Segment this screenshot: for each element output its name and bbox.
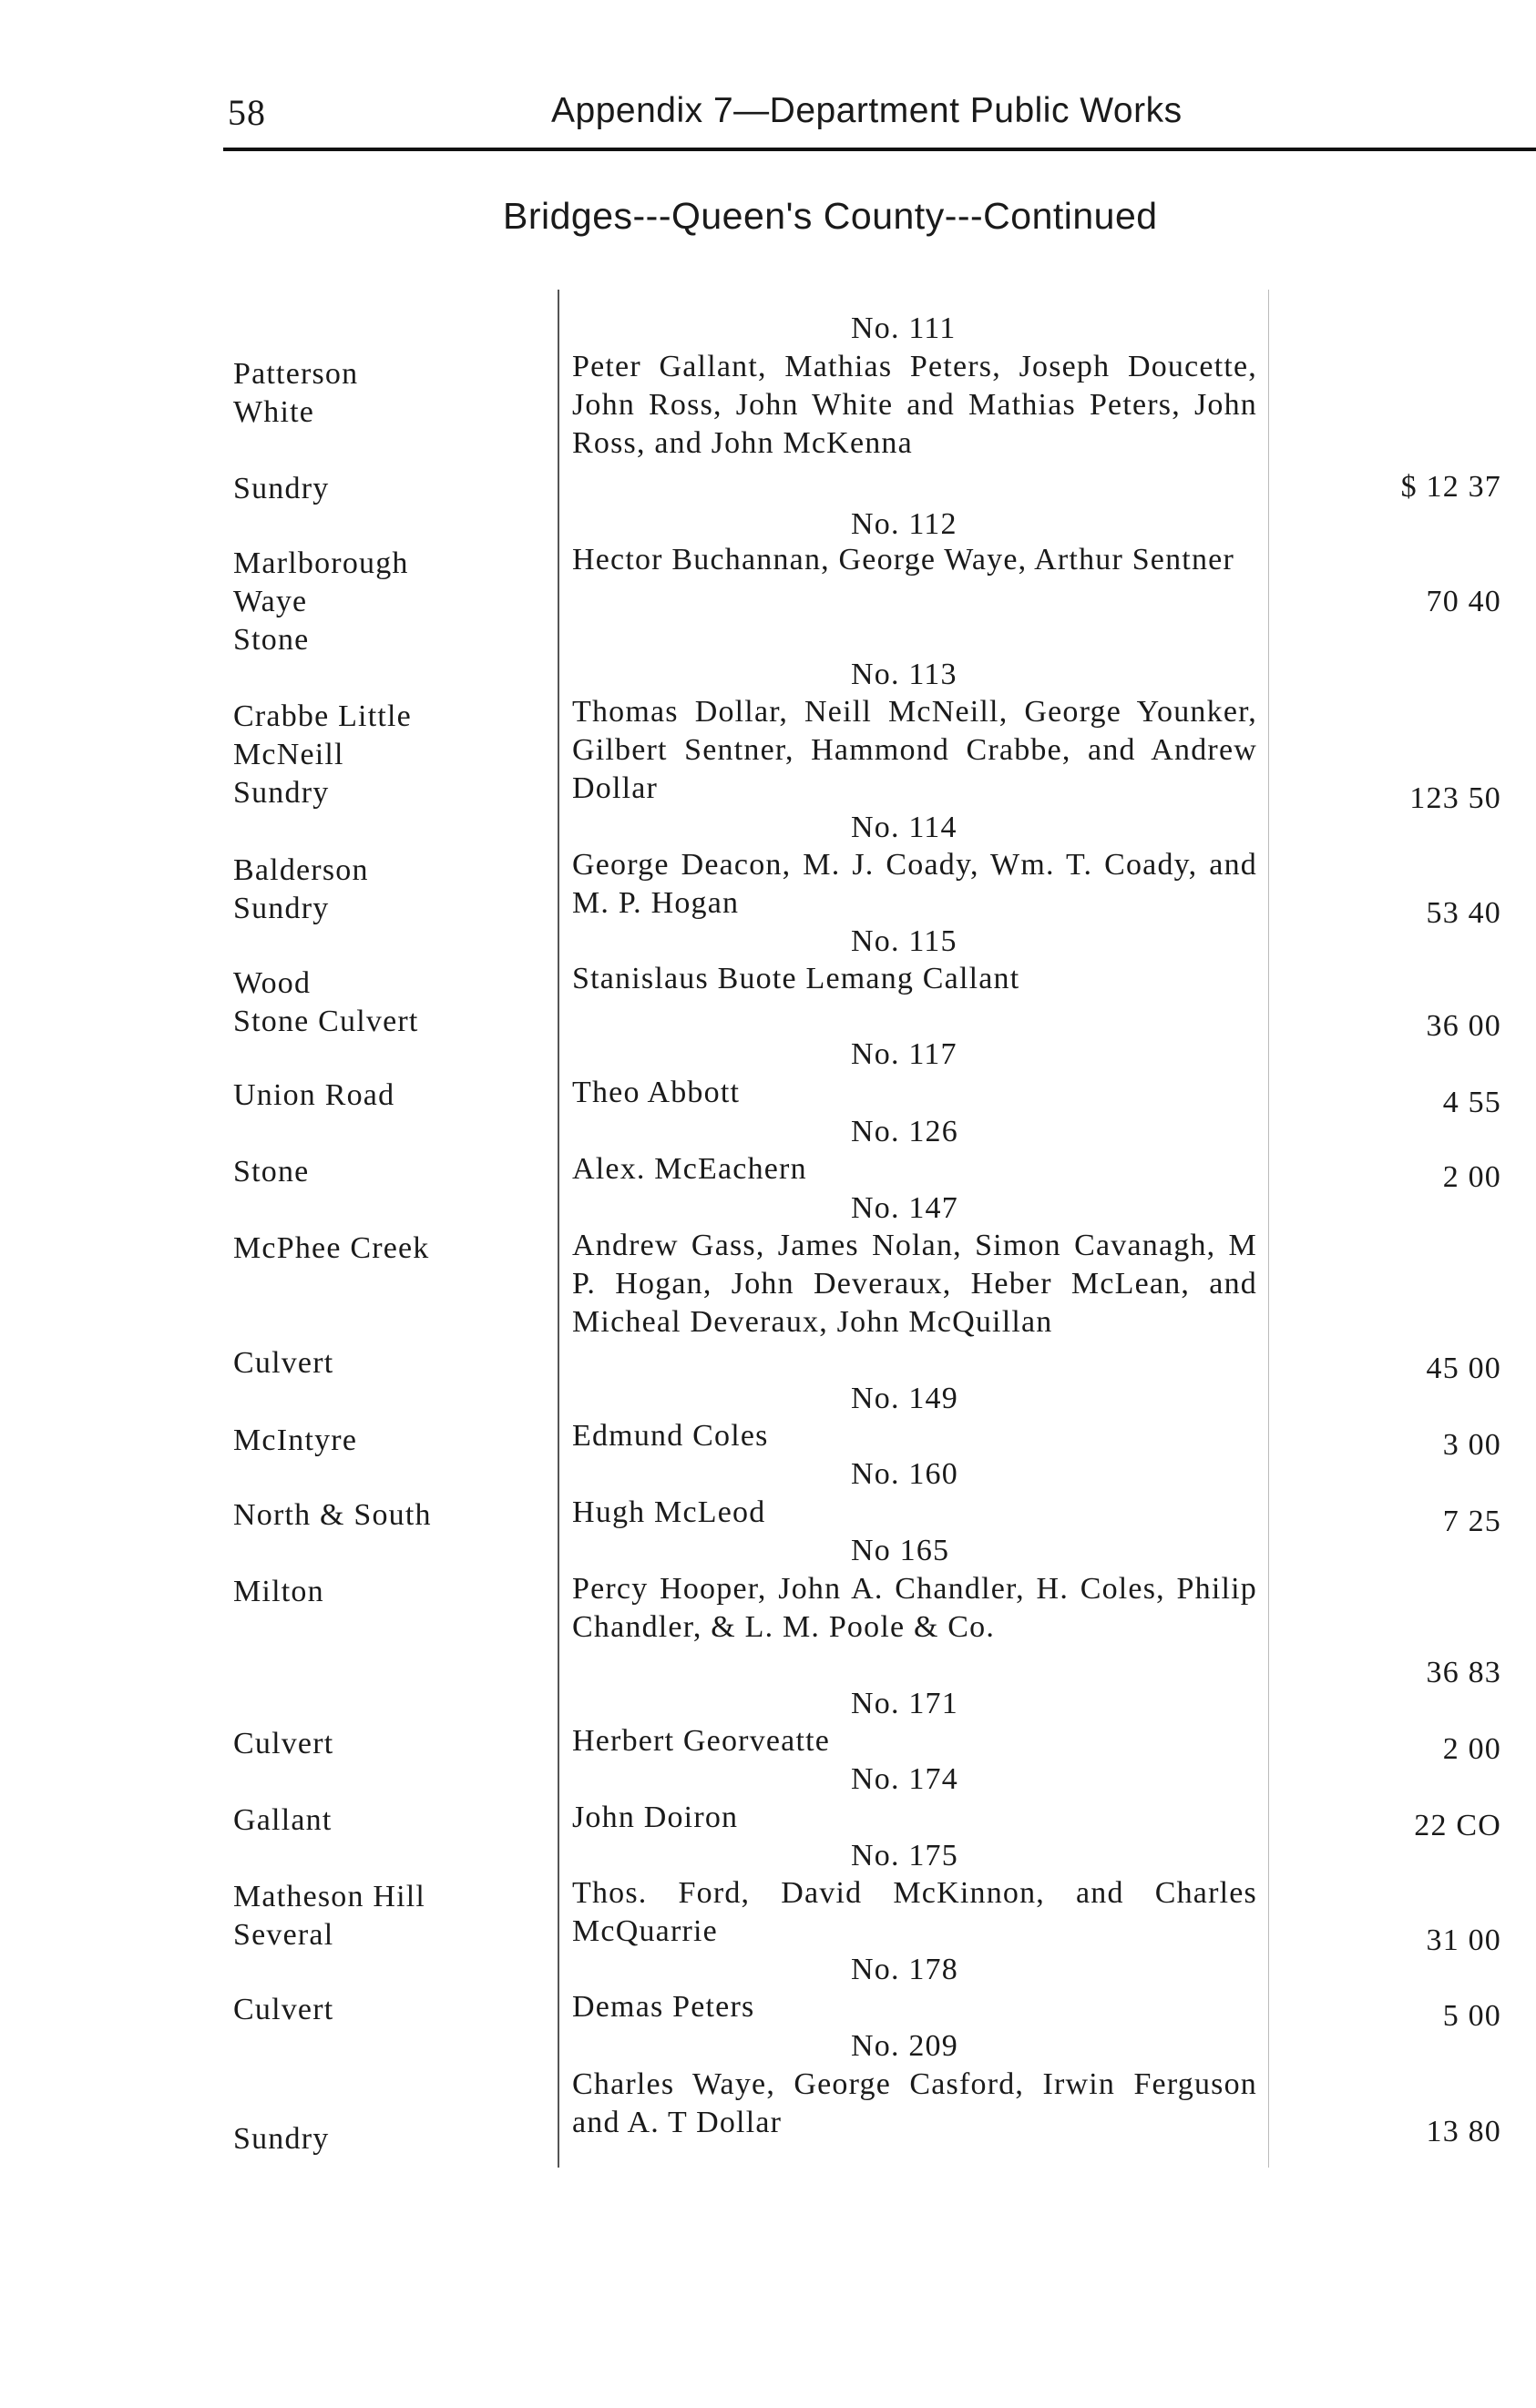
bridge-workers: Hugh McLeod	[572, 1495, 766, 1529]
bridge-number: No. 111	[851, 311, 957, 345]
column-rule-right	[1268, 290, 1269, 2168]
bridge-workers: John Doiron	[572, 1801, 739, 1834]
bridge-number: No. 113	[851, 658, 957, 691]
bridge-amount: 45 00	[1426, 1352, 1501, 1385]
bridge-amount: 22 CO	[1414, 1809, 1501, 1842]
bridge-amount: 36 00	[1426, 1009, 1501, 1043]
bridge-number: No. 209	[851, 2029, 958, 2063]
bridge-amount: 123 50	[1409, 781, 1501, 815]
bridge-number: No 165	[851, 1534, 950, 1567]
bridge-workers: Stanislaus Buote Lemang Callant	[572, 962, 1020, 995]
bridge-workers: Percy Hooper, John A. Chandler, H. Coles, Philip Chandler, & L. M. Poole & Co.	[572, 1572, 1257, 1644]
bridge-location: Patterson White Sundry	[233, 357, 359, 505]
header-rule	[223, 148, 1536, 151]
bridge-location: Marlborough Waye Stone	[233, 546, 409, 657]
bridge-location: North & South	[233, 1498, 432, 1532]
bridge-amount: 36 83	[1426, 1656, 1501, 1689]
bridge-number: No. 178	[851, 1953, 958, 1986]
bridge-location: Culvert	[233, 1727, 334, 1760]
bridge-number: No. 149	[851, 1382, 958, 1415]
bridge-location: Milton	[233, 1575, 324, 1608]
bridge-number: No. 174	[851, 1762, 958, 1796]
bridge-workers: Alex. McEachern	[572, 1152, 807, 1186]
bridge-location: Matheson Hill Several	[233, 1880, 426, 1952]
bridge-workers: Charles Waye, George Casford, Irwin Ferguson and A. T Dollar	[572, 2067, 1257, 2139]
bridge-workers: Andrew Gass, James Nolan, Simon Cavanagh, M P. Hogan, John Deveraux, Heber McLean, and Micheal Deveraux, John McQuillan	[572, 1229, 1257, 1339]
bridge-amount: 53 40	[1426, 896, 1501, 930]
bridge-number: No. 175	[851, 1839, 958, 1872]
bridge-number: No. 114	[851, 811, 957, 844]
bridge-number: No. 147	[851, 1191, 958, 1225]
bridge-amount: 7 25	[1442, 1505, 1501, 1538]
bridge-workers: George Deacon, M. J. Coady, Wm. T. Coady, and M. P. Hogan	[572, 848, 1257, 920]
bridge-number: No. 112	[851, 507, 957, 541]
bridge-workers: Thos. Ford, David McKinnon, and Charles McQuarrie	[572, 1876, 1257, 1948]
bridge-location: Culvert	[233, 1993, 334, 2026]
page-number: 58	[228, 92, 266, 133]
bridge-amount: 2 00	[1442, 1732, 1501, 1766]
bridge-amount: 2 00	[1442, 1160, 1501, 1194]
section-title: Bridges---Queen's County---Continued	[503, 195, 1158, 237]
column-rule-left	[558, 290, 559, 2168]
bridge-workers: Herbert Georveatte	[572, 1724, 831, 1758]
bridge-workers: Thomas Dollar, Neill McNeill, George Younker, Gilbert Sentner, Hammond Crabbe, and Andrew Dollar	[572, 695, 1257, 805]
bridge-location: Sundry	[233, 2122, 330, 2156]
bridge-workers: Demas Peters	[572, 1990, 755, 2024]
bridge-amount: $ 12 37	[1400, 470, 1501, 504]
bridge-number: No. 171	[851, 1687, 958, 1720]
bridge-number: No. 126	[851, 1115, 958, 1148]
bridge-workers: Theo Abbott	[572, 1076, 741, 1109]
bridge-amount: 5 00	[1442, 1999, 1501, 2033]
bridge-location: Stone	[233, 1155, 310, 1189]
bridge-number: No. 117	[851, 1037, 957, 1071]
bridge-amount: 3 00	[1442, 1428, 1501, 1462]
bridge-location: Crabbe Little McNeill Sundry	[233, 699, 412, 810]
bridge-location: Wood Stone Culvert	[233, 966, 419, 1038]
bridge-workers: Peter Gallant, Mathias Peters, Joseph Doucette, John Ross, John White and Mathias Peters, John Ross, and John McKenna	[572, 350, 1257, 460]
bridge-location: McIntyre	[233, 1423, 358, 1457]
bridge-amount: 4 55	[1442, 1086, 1501, 1119]
bridge-location: Balderson Sundry	[233, 853, 369, 925]
bridge-amount: 31 00	[1426, 1923, 1501, 1957]
bridge-amount: 13 80	[1426, 2115, 1501, 2148]
bridge-number: No. 160	[851, 1457, 958, 1491]
bridge-workers: Hector Buchannan, George Waye, Arthur Sentner	[572, 543, 1234, 576]
bridge-location: Gallant	[233, 1803, 333, 1837]
bridge-workers: Edmund Coles	[572, 1419, 769, 1453]
running-head: Appendix 7—Department Public Works	[551, 91, 1183, 130]
bridge-location: McPhee Creek Culvert	[233, 1231, 430, 1380]
bridge-location: Union Road	[233, 1078, 395, 1112]
bridge-number: No. 115	[851, 924, 957, 958]
bridge-amount: 70 40	[1426, 585, 1501, 618]
